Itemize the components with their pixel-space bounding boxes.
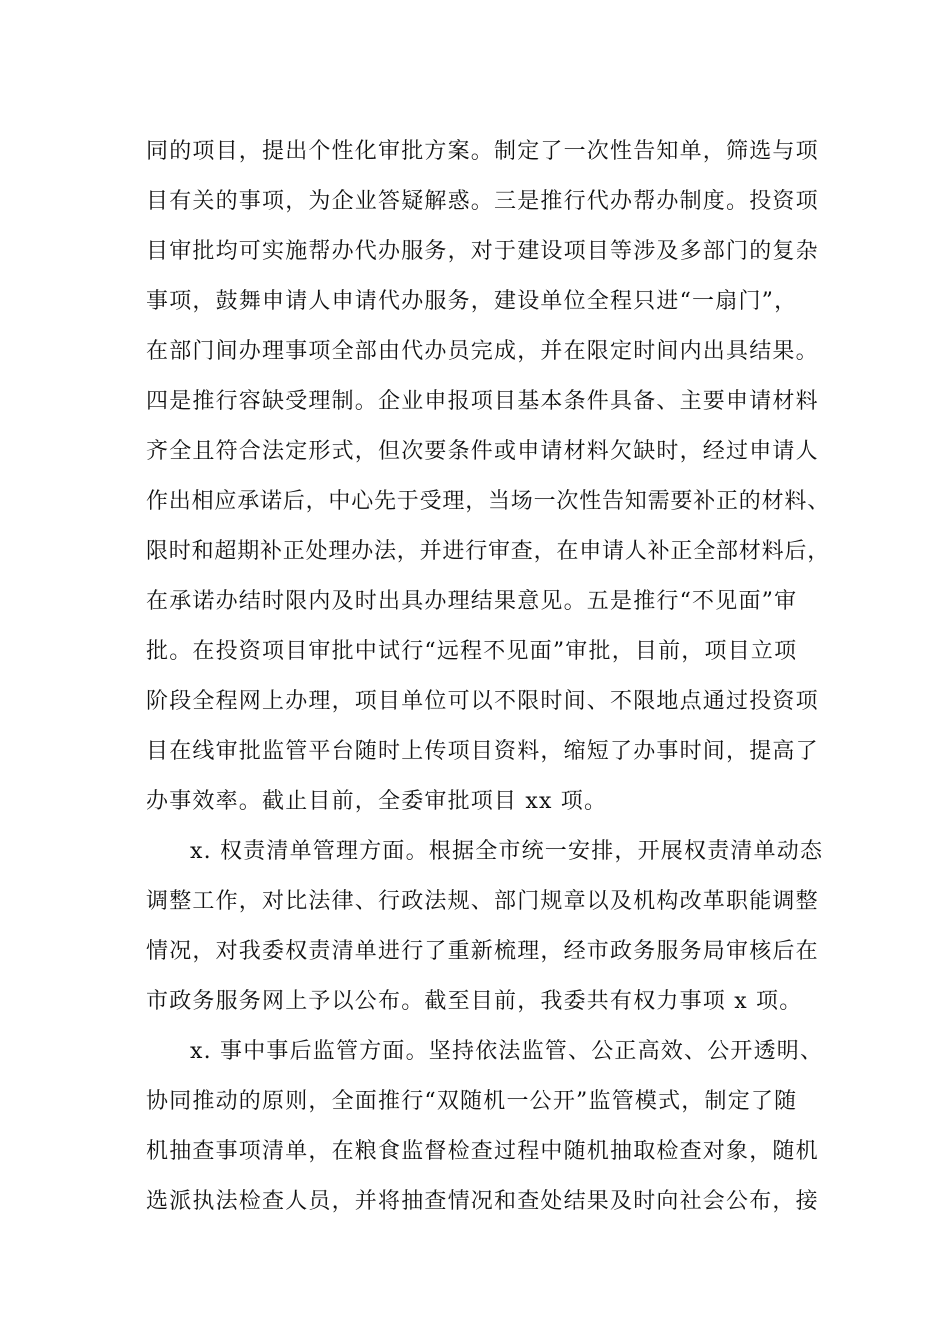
text-line-20: 协同推动的原则，全面推行“双随机一公开”监管模式，制定了随 (146, 1089, 798, 1114)
text-line-2: 目有关的事项，为企业答疑解惑。三是推行代办帮办制度。投资项 (146, 189, 819, 214)
paragraph-start-line: x. 权责清单管理方面。根据全市统一安排，开展权责清单动态 (190, 839, 824, 864)
text-line-18: 市政务服务网上予以公布。截至目前，我委共有权力事项 x 项。 (146, 989, 803, 1014)
text-line-1: 同的项目，提出个性化审批方案。制定了一次性告知单，筛选与项 (146, 139, 819, 164)
text-line-12: 阶段全程网上办理，项目单位可以不限时间、不限地点通过投资项 (146, 689, 819, 714)
text-line-5: 在部门间办理事项全部由代办员完成，并在限定时间内出具结果。 (146, 339, 819, 364)
paragraph-start-line: x. 事中事后监管方面。坚持依法监管、公正高效、公开透明、 (190, 1039, 824, 1064)
text-line-7: 齐全且符合法定形式，但次要条件或申请材料欠缺时，经过申请人 (146, 439, 819, 464)
text-line-3: 目审批均可实施帮办代办服务，对于建设项目等涉及多部门的复杂 (146, 239, 819, 264)
text-line-13: 目在线审批监管平台随时上传项目资料，缩短了办事时间，提高了 (146, 739, 819, 764)
text-line-8: 作出相应承诺后，中心先于受理，当场一次性告知需要补正的材料、 (146, 489, 831, 514)
text-line-22: 选派执法检查人员，并将抽查情况和查处结果及时向社会公布，接 (146, 1189, 819, 1214)
text-line-21: 机抽查事项清单，在粮食监督检查过程中随机抽取检查对象，随机 (146, 1139, 819, 1164)
text-line-14: 办事效率。截止目前，全委审批项目 xx 项。 (146, 789, 608, 814)
text-line-9: 限时和超期补正处理办法，并进行审查，在申请人补正全部材料后， (146, 539, 831, 564)
text-line-10: 在承诺办结时限内及时出具办理结果意见。五是推行“不见面”审 (146, 589, 798, 614)
text-line-6: 四是推行容缺受理制。企业申报项目基本条件具备、主要申请材料 (146, 389, 819, 414)
text-line-11: 批。在投资项目审批中试行“远程不见面”审批，目前，项目立项 (146, 639, 798, 664)
text-line-16: 调整工作，对比法律、行政法规、部门规章以及机构改革职能调整 (146, 889, 819, 914)
text-line-4: 事项，鼓舞申请人申请代办服务，建设单位全程只进“一扇门”， (146, 289, 798, 314)
text-line-17: 情况，对我委权责清单进行了重新梳理，经市政务服务局审核后在 (146, 939, 819, 964)
